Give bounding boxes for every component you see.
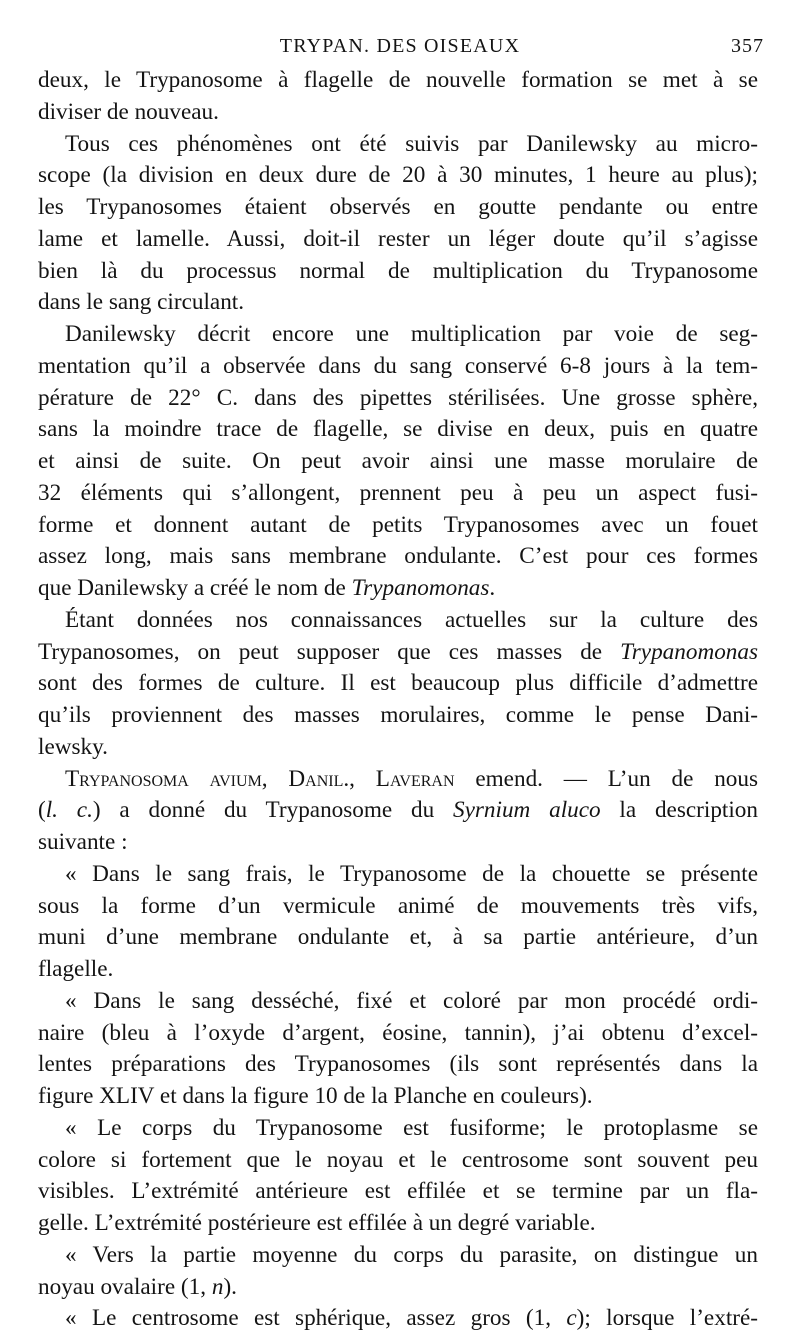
text-line: muni d’une membrane ondulante et, à sa partie antérieure, d’un: [38, 924, 758, 951]
italic-term: c: [566, 1305, 577, 1332]
text-line: lentes préparations des Trypanosomes (ils sont représentés dans la: [38, 1051, 758, 1078]
text-line: « Vers la partie moyenne du corps du parasite, on distingue un: [65, 1241, 758, 1268]
text-line: assez long, mais sans membrane ondulante. C’est pour ces formes: [38, 543, 758, 570]
paragraph-culture: [38, 605, 758, 764]
text-line: sont des formes de culture. Il est beaucoup plus difficile d’admettre: [38, 670, 758, 697]
text-run: ,: [349, 765, 376, 792]
text-line: scope (la division en deux dure de 20 à 30 minutes, 1 heure au plus);: [38, 162, 758, 189]
text-line: « Dans le sang desséché, fixé et coloré par mon procédé ordi-: [65, 987, 758, 1014]
text-line: qu’ils proviennent des masses morulaires, comme le pense Dani-: [38, 702, 758, 728]
text-run: ); lorsque l’extré-: [576, 1305, 758, 1332]
species-name: Trypanosoma avium: [65, 765, 262, 792]
text-run: « Le centrosome est sphérique, assez gros (1,: [65, 1305, 567, 1332]
text-line: « Le corps du Trypanosome est fusiforme; le protoplasme se: [65, 1114, 758, 1141]
text-line: figure XLIV et dans la figure 10 de la Planche en couleurs).: [38, 1083, 593, 1109]
text-line: [38, 573, 758, 605]
paragraph-quote-centrosome: [38, 1303, 758, 1335]
paragraph-quote-dried-blood: [38, 986, 758, 1113]
text-run: ) a donné du Trypanosome du: [92, 797, 454, 824]
running-head: [0, 33, 800, 59]
text-line: mentation qu’il a observée dans du sang conservé 6-8 jours à la tem-: [38, 352, 758, 379]
italic-term: Trypanomonas: [620, 638, 758, 665]
paragraph-danilewsky-observation: [38, 129, 758, 320]
text-line: [38, 1272, 758, 1304]
text-run: (: [38, 797, 46, 824]
text-run: que Danilewsky a créé le nom de: [38, 575, 352, 601]
paragraph-segmentation: [38, 319, 758, 605]
text-line: lewsky.: [38, 733, 108, 760]
text-line: Tous ces phénomènes ont été suivis par Danilewsky au micro-: [65, 130, 758, 157]
text-line: flagelle.: [38, 956, 114, 982]
text-line: dans le sang circulant.: [38, 289, 245, 316]
text-run: Trypanosomes, on peut supposer que ces masses de: [38, 638, 621, 665]
paragraph-continuation: [38, 65, 758, 129]
text-line: deux, le Trypanosome à flagelle de nouvelle formation se met à se: [38, 67, 758, 93]
italic-term: l. c.: [45, 797, 93, 824]
text-line: lame et lamelle. Aussi, doit-il rester un léger doute qu’il s’agisse: [38, 225, 758, 252]
text-line: les Trypanosomes étaient observés en goutte pendante ou entre: [38, 194, 758, 220]
text-line: colore si fortement que le noyau et le centrosome sont souvent peu: [38, 1146, 758, 1173]
italic-term: Syrnium aluco: [453, 797, 601, 824]
text-line: 32 éléments qui s’allongent, prennent peu à peu un aspect fusi-: [38, 479, 758, 506]
text-line: [38, 795, 758, 827]
text-line: gelle. L’extrémité postérieure est effilée à un degré variable.: [38, 1210, 596, 1236]
paragraph-quote-fresh-blood: [38, 859, 758, 986]
text-line: « Dans le sang frais, le Trypanosome de la chouette se présente: [65, 860, 758, 887]
text-line: forme et donnent autant de petits Trypanosomes avec un fouet: [38, 511, 758, 538]
italic-term: Trypanomonas: [351, 575, 490, 601]
text-line: sans la moindre trace de flagelle, se divise en deux, puis en quatre: [38, 416, 758, 443]
text-line: naire (bleu à l’oxyde d’argent, éosine, tannin), j’ai obtenu d’excel-: [38, 1019, 758, 1046]
text-run: emend. — L’un de nous: [454, 765, 758, 792]
author-name: Danil.: [288, 765, 350, 792]
text-run: ).: [223, 1273, 237, 1300]
text-line: [38, 637, 758, 669]
author-name: Laveran: [375, 765, 455, 792]
text-run: .: [489, 575, 496, 601]
page-number: 357: [731, 35, 764, 57]
text-line: Étant données nos connaissances actuelles sur la culture des: [65, 606, 758, 633]
text-run: noyau ovalaire (1,: [38, 1273, 212, 1300]
body-text: [38, 65, 758, 1335]
text-line: [38, 1303, 758, 1335]
text-line: Danilewsky décrit encore une multiplication par voie de seg-: [65, 321, 758, 347]
text-line: [38, 764, 758, 796]
text-line: diviser de nouveau.: [38, 98, 219, 125]
paragraph-species-heading: [38, 764, 758, 859]
text-line: suivante :: [38, 829, 128, 855]
text-line: pérature de 22° C. dans des pipettes stérilisées. Une grosse sphère,: [38, 384, 758, 411]
running-title: TRYPAN. DES OISEAUX: [279, 35, 521, 57]
paragraph-quote-nucleus: [38, 1240, 758, 1304]
text-line: et ainsi de suite. On peut avoir ainsi une masse morulaire de: [38, 448, 758, 474]
text-run: la description: [600, 797, 758, 824]
text-run: ,: [261, 765, 289, 792]
italic-term: n: [211, 1273, 224, 1300]
text-line: bien là du processus normal de multiplication du Trypanosome: [38, 257, 758, 284]
paragraph-quote-body: [38, 1113, 758, 1240]
text-line: visibles. L’extrémité antérieure est effilée et se termine par un fla-: [38, 1178, 758, 1205]
text-line: sous la forme d’un vermicule animé de mouvements très vifs,: [38, 892, 758, 919]
